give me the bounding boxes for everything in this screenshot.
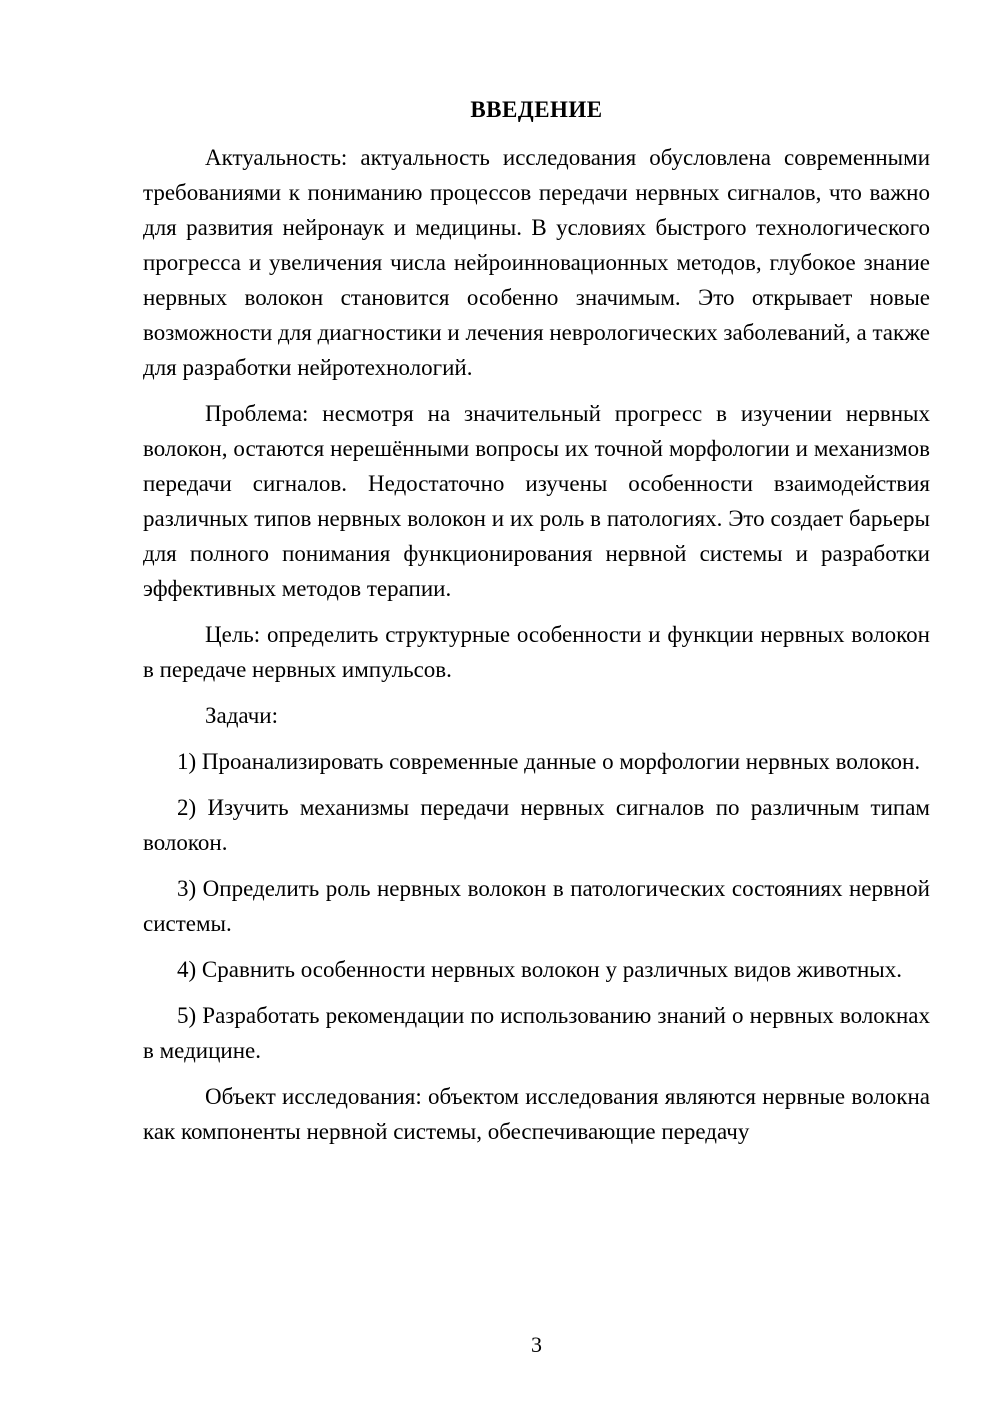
paragraph-aktualnost: Актуальность: актуальность исследования обусловлена современными требованиями к пониманию процессов передачи нервных сигналов, что важно для развития нейронаук и медицины. В условиях быстрого технологического прогресса и увеличения числа нейроинновационных методов, глубокое знание нервных волокон становится особенно значимым. Это открывает новые возможности для диагностики и лечения неврологических заболеваний, а также для разработки нейротехнологий. (143, 145, 930, 380)
list-item-4: 4) Сравнить особенности нервных волокон у различных видов животных. (177, 957, 903, 982)
paragraph-tsel: Цель: определить структурные особенности и функции нервных волокон в передаче нервных импульсов. (143, 622, 930, 682)
list-item-3: 3) Определить роль нервных волокон в патологических состояниях нервной системы. (143, 876, 930, 936)
page-number: 3 (531, 1332, 542, 1357)
paragraph-obekt: Объект исследования: объектом исследования являются нервные волокна как компоненты нервной системы, обеспечивающие передачу (143, 1084, 930, 1144)
list-item-1: 1) Проанализировать современные данные о морфологии нервных волокон. (177, 749, 921, 774)
paragraph-problema: Проблема: несмотря на значительный прогресс в изучении нервных волокон, остаются нерешёнными вопросы их точной морфологии и механизмов передачи сигналов. Недостаточно изучены особенности взаимодействия различных типов нервных волокон и их роль в патологиях. Это создает барьеры для полного понимания функционирования нервной системы и разработки эффективных методов терапии. (143, 401, 930, 601)
list-item-2: 2) Изучить механизмы передачи нервных сигналов по различным типам волокон. (143, 795, 930, 855)
page-title: ВВЕДЕНИЕ (470, 97, 603, 122)
list-item-5: 5) Разработать рекомендации по использованию знаний о нервных волокнах в медицине. (143, 1003, 930, 1063)
paragraph-zadachi-heading: Задачи: (205, 703, 278, 728)
